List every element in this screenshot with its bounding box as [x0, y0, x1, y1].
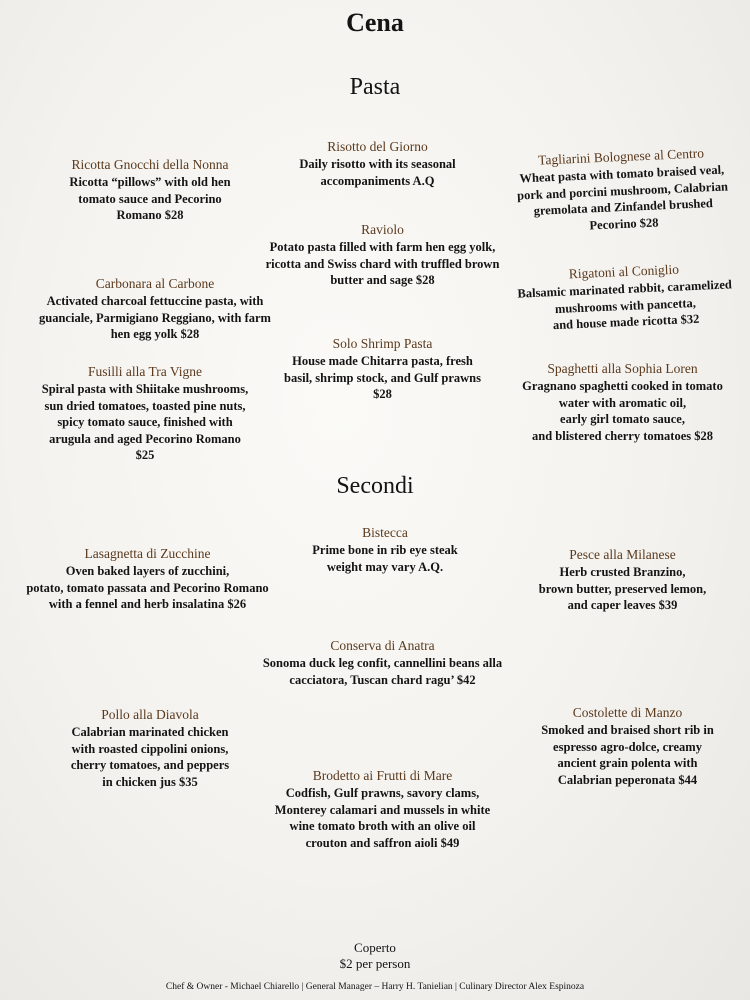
- dish-description: Gragnano spaghetti cooked in tomato water with aromatic oil, early girl tomato sauce, and blistered cherry tomatoes $28: [522, 379, 723, 443]
- menu-item-bistecca: [280, 524, 490, 575]
- dish-description: House made Chitarra pasta, fresh basil, shrimp stock, and Gulf prawns $28: [284, 354, 481, 401]
- menu-item-brodetto: [255, 767, 510, 851]
- dish-name: Lasagnetta di Zucchine: [84, 546, 211, 561]
- menu-item-pesce: [515, 546, 730, 614]
- coperto-label: Coperto: [354, 940, 396, 955]
- dish-name: Pollo alla Diavola: [101, 707, 199, 722]
- dish-description: Smoked and braised short rib in espresso agro-dolce, creamy ancient grain polenta with Calabrian peperonata $44: [541, 723, 714, 787]
- menu-item-ricotta-gnocchi: [30, 156, 270, 224]
- coperto-price: $2 per person: [339, 956, 411, 971]
- dish-description: Activated charcoal fettuccine pasta, with guanciale, Parmigiano Reggiano, with farm hen egg yolk $28: [39, 294, 271, 341]
- menu-item-carbonara: [30, 275, 280, 343]
- dish-description: Sonoma duck leg confit, cannellini beans alla cacciatora, Tuscan chard ragu’ $42: [262, 656, 503, 687]
- menu-footer: [0, 940, 750, 992]
- menu-item-rigatoni: [499, 258, 750, 336]
- dish-name: Carbonara al Carbone: [95, 276, 215, 291]
- section-heading-pasta: Pasta: [349, 74, 401, 100]
- dish-description: Calabrian marinated chicken with roasted cippolini onions, cherry tomatoes, and peppers in chicken jus $35: [70, 725, 230, 789]
- menu-item-risotto: [255, 138, 500, 189]
- dish-name: Fusilli alla Tra Vigne: [87, 364, 203, 379]
- dish-name: Ricotta Gnocchi della Nonna: [71, 157, 229, 172]
- menu-item-raviolo: [255, 221, 510, 289]
- dish-name: Spaghetti alla Sophia Loren: [547, 361, 698, 376]
- dish-name: Tagliarini Bolognese al Centro: [537, 145, 705, 168]
- dish-name: Pesce alla Milanese: [569, 547, 676, 562]
- dish-description: Oven baked layers of zucchini, potato, tomato passata and Pecorino Romano with a fennel and herb insalatina $26: [26, 564, 269, 611]
- dish-name: Raviolo: [361, 222, 404, 237]
- dish-name: Costolette di Manzo: [572, 705, 683, 720]
- menu-item-tagliarini: [498, 143, 746, 238]
- dish-description: Spiral pasta with Shiitake mushrooms, sun dried tomatoes, toasted pine nuts, spicy tomato sauce, finished with arugula and aged Pecorino Romano $25: [41, 382, 249, 462]
- menu-item-solo-shrimp-pasta: [270, 335, 495, 403]
- section-heading-secondi: Secondi: [336, 473, 414, 499]
- dish-description: Codfish, Gulf prawns, savory clams, Monterey calamari and mussels in white wine tomato broth with an olive oil crouton and saffron aioli $49: [274, 786, 491, 850]
- menu-item-fusilli: [30, 363, 260, 464]
- dish-name: Solo Shrimp Pasta: [332, 336, 433, 351]
- dish-description: Daily risotto with its seasonal accompaniments A.Q: [299, 157, 456, 188]
- dish-description: Prime bone in rib eye steak weight may vary A.Q.: [312, 543, 458, 574]
- dish-description: Wheat pasta with tomato braised veal, pork and porcini mushroom, Calabrian gremolata and Zinfandel brushed Pecorino $28: [516, 162, 729, 232]
- dish-description: Balsamic marinated rabbit, caramelized mushrooms with pancetta, and house made ricotta $32: [517, 277, 733, 333]
- dish-name: Brodetto ai Frutti di Mare: [312, 768, 453, 783]
- menu-item-conserva-anatra: [250, 637, 515, 688]
- dish-name: Conserva di Anatra: [330, 638, 435, 653]
- menu-item-costolette: [520, 704, 735, 788]
- dish-description: Herb crusted Branzino, brown butter, preserved lemon, and caper leaves $39: [538, 565, 707, 612]
- dish-name: Risotto del Giorno: [327, 139, 428, 154]
- dish-name: Rigatoni al Coniglio: [568, 261, 680, 282]
- menu-item-pollo: [45, 706, 255, 790]
- staff-credits: Chef & Owner - Michael Chiarello | General Manager – Harry H. Tanielian | Culinary Director Alex Espinoza: [165, 982, 585, 992]
- dish-name: Bistecca: [362, 525, 408, 540]
- menu-title: Cena: [346, 8, 404, 37]
- dish-description: Potato pasta filled with farm hen egg yolk, ricotta and Swiss chard with truffled brown butter and sage $28: [265, 240, 500, 287]
- menu-item-lasagnetta: [20, 545, 275, 613]
- dish-description: Ricotta “pillows” with old hen tomato sauce and Pecorino Romano $28: [69, 175, 231, 222]
- menu-item-spaghetti: [500, 360, 745, 444]
